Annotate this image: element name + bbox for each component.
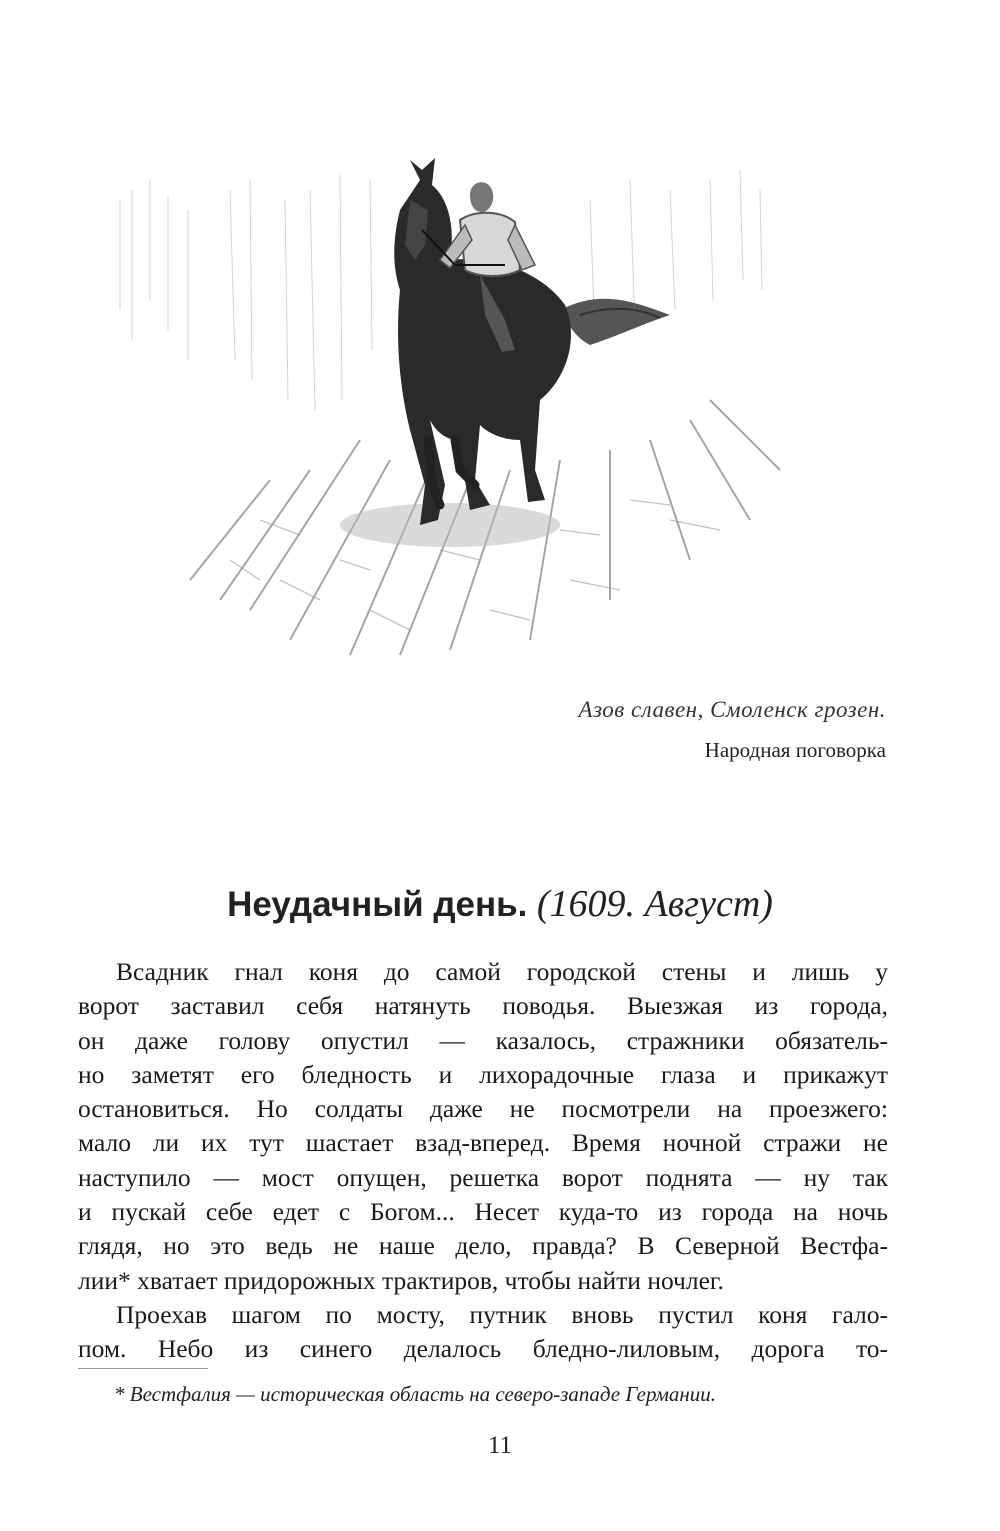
text-line: он даже голову опустил — казалось, стражники обязатель- [78, 1025, 888, 1055]
chapter-title-date: (1609. Август) [536, 883, 773, 925]
epigraph-quote: Азов славен, Смоленск грозен. [578, 697, 886, 722]
text-line: лии* хватает придорожных трактиров, чтобы найти ночлег. [78, 1265, 724, 1295]
footnote: * Вестфалия — историческая область на северо-западе Германии. [114, 1382, 717, 1406]
text-line: остановиться. Но солдаты даже не посмотрели на проезжего: [78, 1094, 888, 1124]
text-line: и пускай себе едет с Богом... Несет куда-то из города на ночь [78, 1197, 888, 1227]
text-line: мало ли их тут шастает взад-вперед. Время ночной стражи не [78, 1128, 888, 1158]
rider-on-horse-illustration [110, 140, 790, 660]
text-line: Проехав шагом по мосту, путник вновь пустил коня гало- [116, 1299, 888, 1329]
footnote-divider [78, 1368, 208, 1369]
chapter-body-text [78, 955, 888, 1367]
epigraph-source: Народная поговорка [704, 738, 886, 762]
chapter-title-name: Неудачный день. [227, 885, 528, 924]
text-line: пом. Небо из синего делалось бледно-лиловым, дорога то- [78, 1334, 888, 1364]
text-line: ворот заставил себя натянуть поводья. Выезжая из города, [78, 991, 888, 1021]
text-line: Всадник гнал коня до самой городской стены и лишь у [116, 957, 888, 986]
page-number: 11 [487, 1432, 513, 1459]
chapter-title [0, 878, 1000, 931]
text-line: но заметят его бледность и лихорадочные глаза и прикажут [78, 1059, 888, 1089]
text-line: наступило — мост опущен, решетка ворот поднята — ну так [78, 1162, 888, 1192]
text-line: глядя, но это ведь не наше дело, правда? В Северной Вестфа- [78, 1231, 888, 1261]
epigraph [579, 690, 886, 770]
